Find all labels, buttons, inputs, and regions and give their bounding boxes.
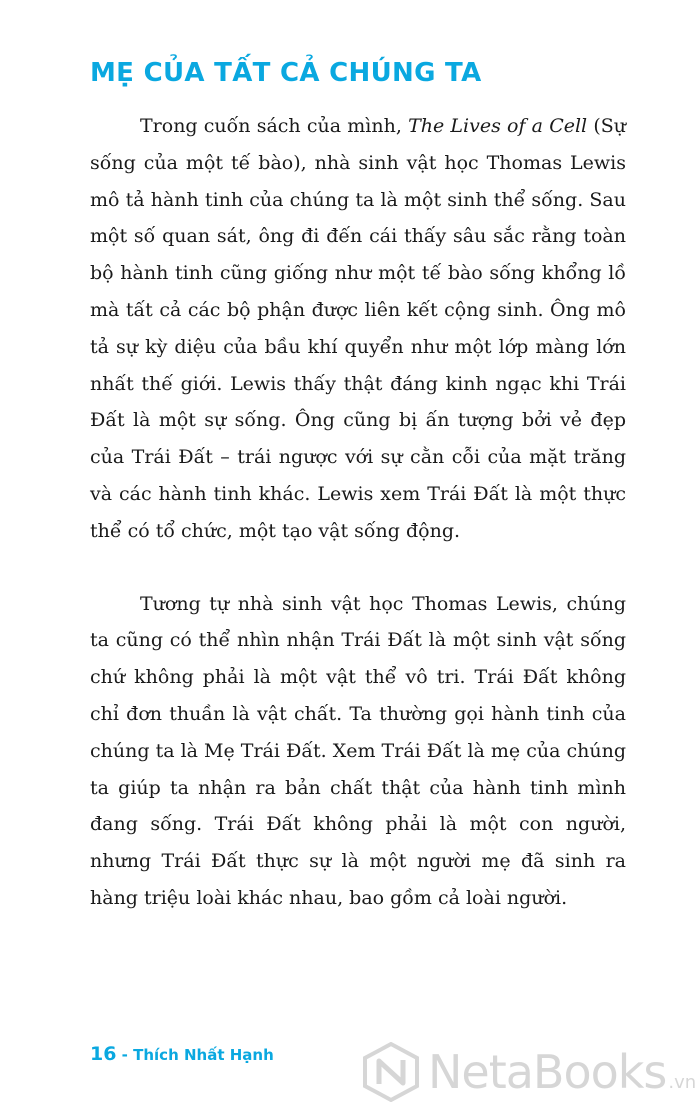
page-footer <box>90 1043 274 1065</box>
page-number: 16 <box>90 1043 117 1065</box>
paragraph-1-rest: (Sự sống của một tế bào), nhà sinh vật học Thomas Lewis mô tả hành tinh của chúng ta là một sinh thể sống. Sau một số quan sát, ông đi đến cái thấy sâu sắc rằng toàn bộ hành tinh cũng giống như một tế bào sống khổng lồ mà tất cả các bộ phận được liên kết cộng sinh. Ông mô tả sự kỳ diệu của bầu khí quyển như một lớp màng lớn nhất thế giới. Lewis thấy thật đáng kinh ngạc khi Trái Đất là một sự sống. Ông cũng bị ấn tượng bởi vẻ đẹp của Trái Đất – trái ngược với sự cằn cỗi của mặt trăng và các hành tinh khác. Lewis xem Trái Đất là một thực thể có tổ chức, một tạo vật sống động. <box>90 115 626 542</box>
netabooks-logo-icon <box>362 1042 420 1102</box>
paragraph-1 <box>90 108 626 550</box>
watermark-tld: .vn <box>668 1072 697 1093</box>
book-title-italic: The Lives of a Cell <box>408 115 588 137</box>
footer-author: Thích Nhất Hạnh <box>133 1046 274 1064</box>
body-text <box>90 108 626 917</box>
footer-separator: - <box>116 1046 134 1064</box>
section-title: MẸ CỦA TẤT CẢ CHÚNG TA <box>90 58 482 88</box>
paragraph-1-intro: Trong cuốn sách của mình, <box>140 115 409 137</box>
watermark-text <box>428 1045 696 1099</box>
paragraph-2: Tương tự nhà sinh vật học Thomas Lewis, chúng ta cũng có thể nhìn nhận Trái Đất là một sinh vật sống chứ không phải là một vật thể vô tri. Trái Đất không chỉ đơn thuần là vật chất. Ta thường gọi hành tinh của chúng ta là Mẹ Trái Đất. Xem Trái Đất là mẹ của chúng ta giúp ta nhận ra bản chất thật của hành tinh mình đang sống. Trái Đất không phải là một con người, nhưng Trái Đất thực sự là một người mẹ đã sinh ra hàng triệu loài khác nhau, bao gồm cả loài người. <box>90 592 626 909</box>
netabooks-watermark <box>362 1042 696 1102</box>
watermark-brand: NetaBooks <box>428 1045 667 1099</box>
